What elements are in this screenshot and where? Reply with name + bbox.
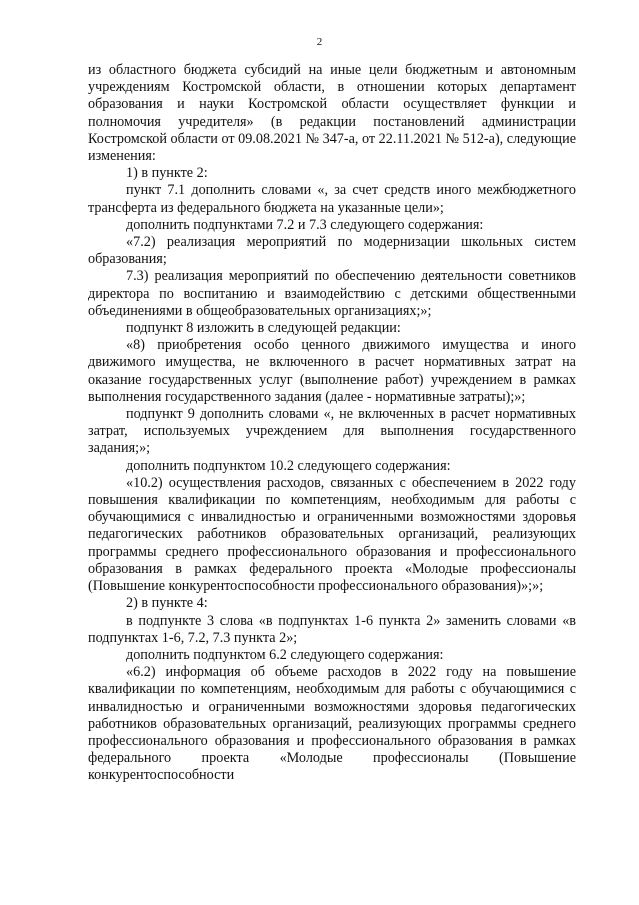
paragraph-item-1: 1) в пункте 2:	[126, 165, 208, 182]
paragraph-add-10-2: дополнить подпунктом 10.2 следующего содержания:	[126, 457, 451, 474]
paragraph-7-2: «7.2) реализация мероприятий по модернизации школьных систем образования;	[88, 234, 576, 268]
paragraph-7-3: 7.3) реализация мероприятий по обеспечению деятельности советников директора по воспитанию и взаимодействию с детскими общественными объединениями в общеобразовательных организациях;»;	[88, 268, 576, 319]
paragraph-8-heading: подпункт 8 изложить в следующей редакции:	[126, 320, 401, 337]
paragraph-10-2: «10.2) осуществления расходов, связанных с обеспечением в 2022 году повышения квалификации по компетенциям, необходимым для работы с обучающимися с инвалидностью и ограниченными возможностями здоровья педагогических работников образовательных организаций, реализующих программы среднего профессионального образования и профессионального образования в рамках федерального проекта «Молодые профессионалы (Повышение конкурентоспособности профессионального образования)»;»;	[88, 474, 576, 595]
paragraph-subitem-3: в подпункте 3 слова «в подпунктах 1-6 пункта 2» заменить словами «в подпунктах 1-6, 7.2, 7.3 пункта 2»;	[88, 612, 576, 646]
paragraph-6-2: «6.2) информация об объеме расходов в 2022 году на повышение квалификации по компетенциям, необходимым для работы с обучающимися с инвалидностью и ограниченными возможностями здоровья педагогических работников образовательных организаций, реализующих программы среднего профессионального образования и профессионального образования в рамках федерального проекта «Молодые профессионалы (Повышение конкурентоспособности	[88, 664, 576, 784]
paragraph-item-2: 2) в пункте 4:	[126, 595, 208, 612]
paragraph-add-7-2-7-3: дополнить подпунктами 7.2 и 7.3 следующего содержания:	[126, 216, 484, 233]
paragraph-7-1: пункт 7.1 дополнить словами «, за счет средств иного межбюджетного трансферта из федерального бюджета на указанные цели»;	[88, 182, 576, 216]
paragraph-add-6-2: дополнить подпунктом 6.2 следующего содержания:	[126, 646, 444, 663]
paragraph-8: «8) приобретения особо ценного движимого имущества и иного движимого имущества, не включенного в расчет нормативных затрат на оказание государственных услуг (выполнение работ) учреждением в рамках выполнения государственного задания (далее - нормативные затраты);»;	[88, 337, 576, 405]
paragraph-intro: из областного бюджета субсидий на иные цели бюджетным и автономным учреждениям Костромской области, в отношении которых департамент образования и науки Костромской области осуществляет функции и полномочия учредителя» (в редакции постановлений администрации Костромской области от 09.08.2021 № 347-а, от 22.11.2021 № 512-а), следующие изменения:	[88, 62, 576, 165]
paragraph-9: подпункт 9 дополнить словами «, не включенных в расчет нормативных затрат, используемых учреждением для выполнения государственного задания;»;	[88, 406, 576, 457]
page-number: 2	[316, 36, 323, 48]
document-body	[88, 62, 576, 785]
